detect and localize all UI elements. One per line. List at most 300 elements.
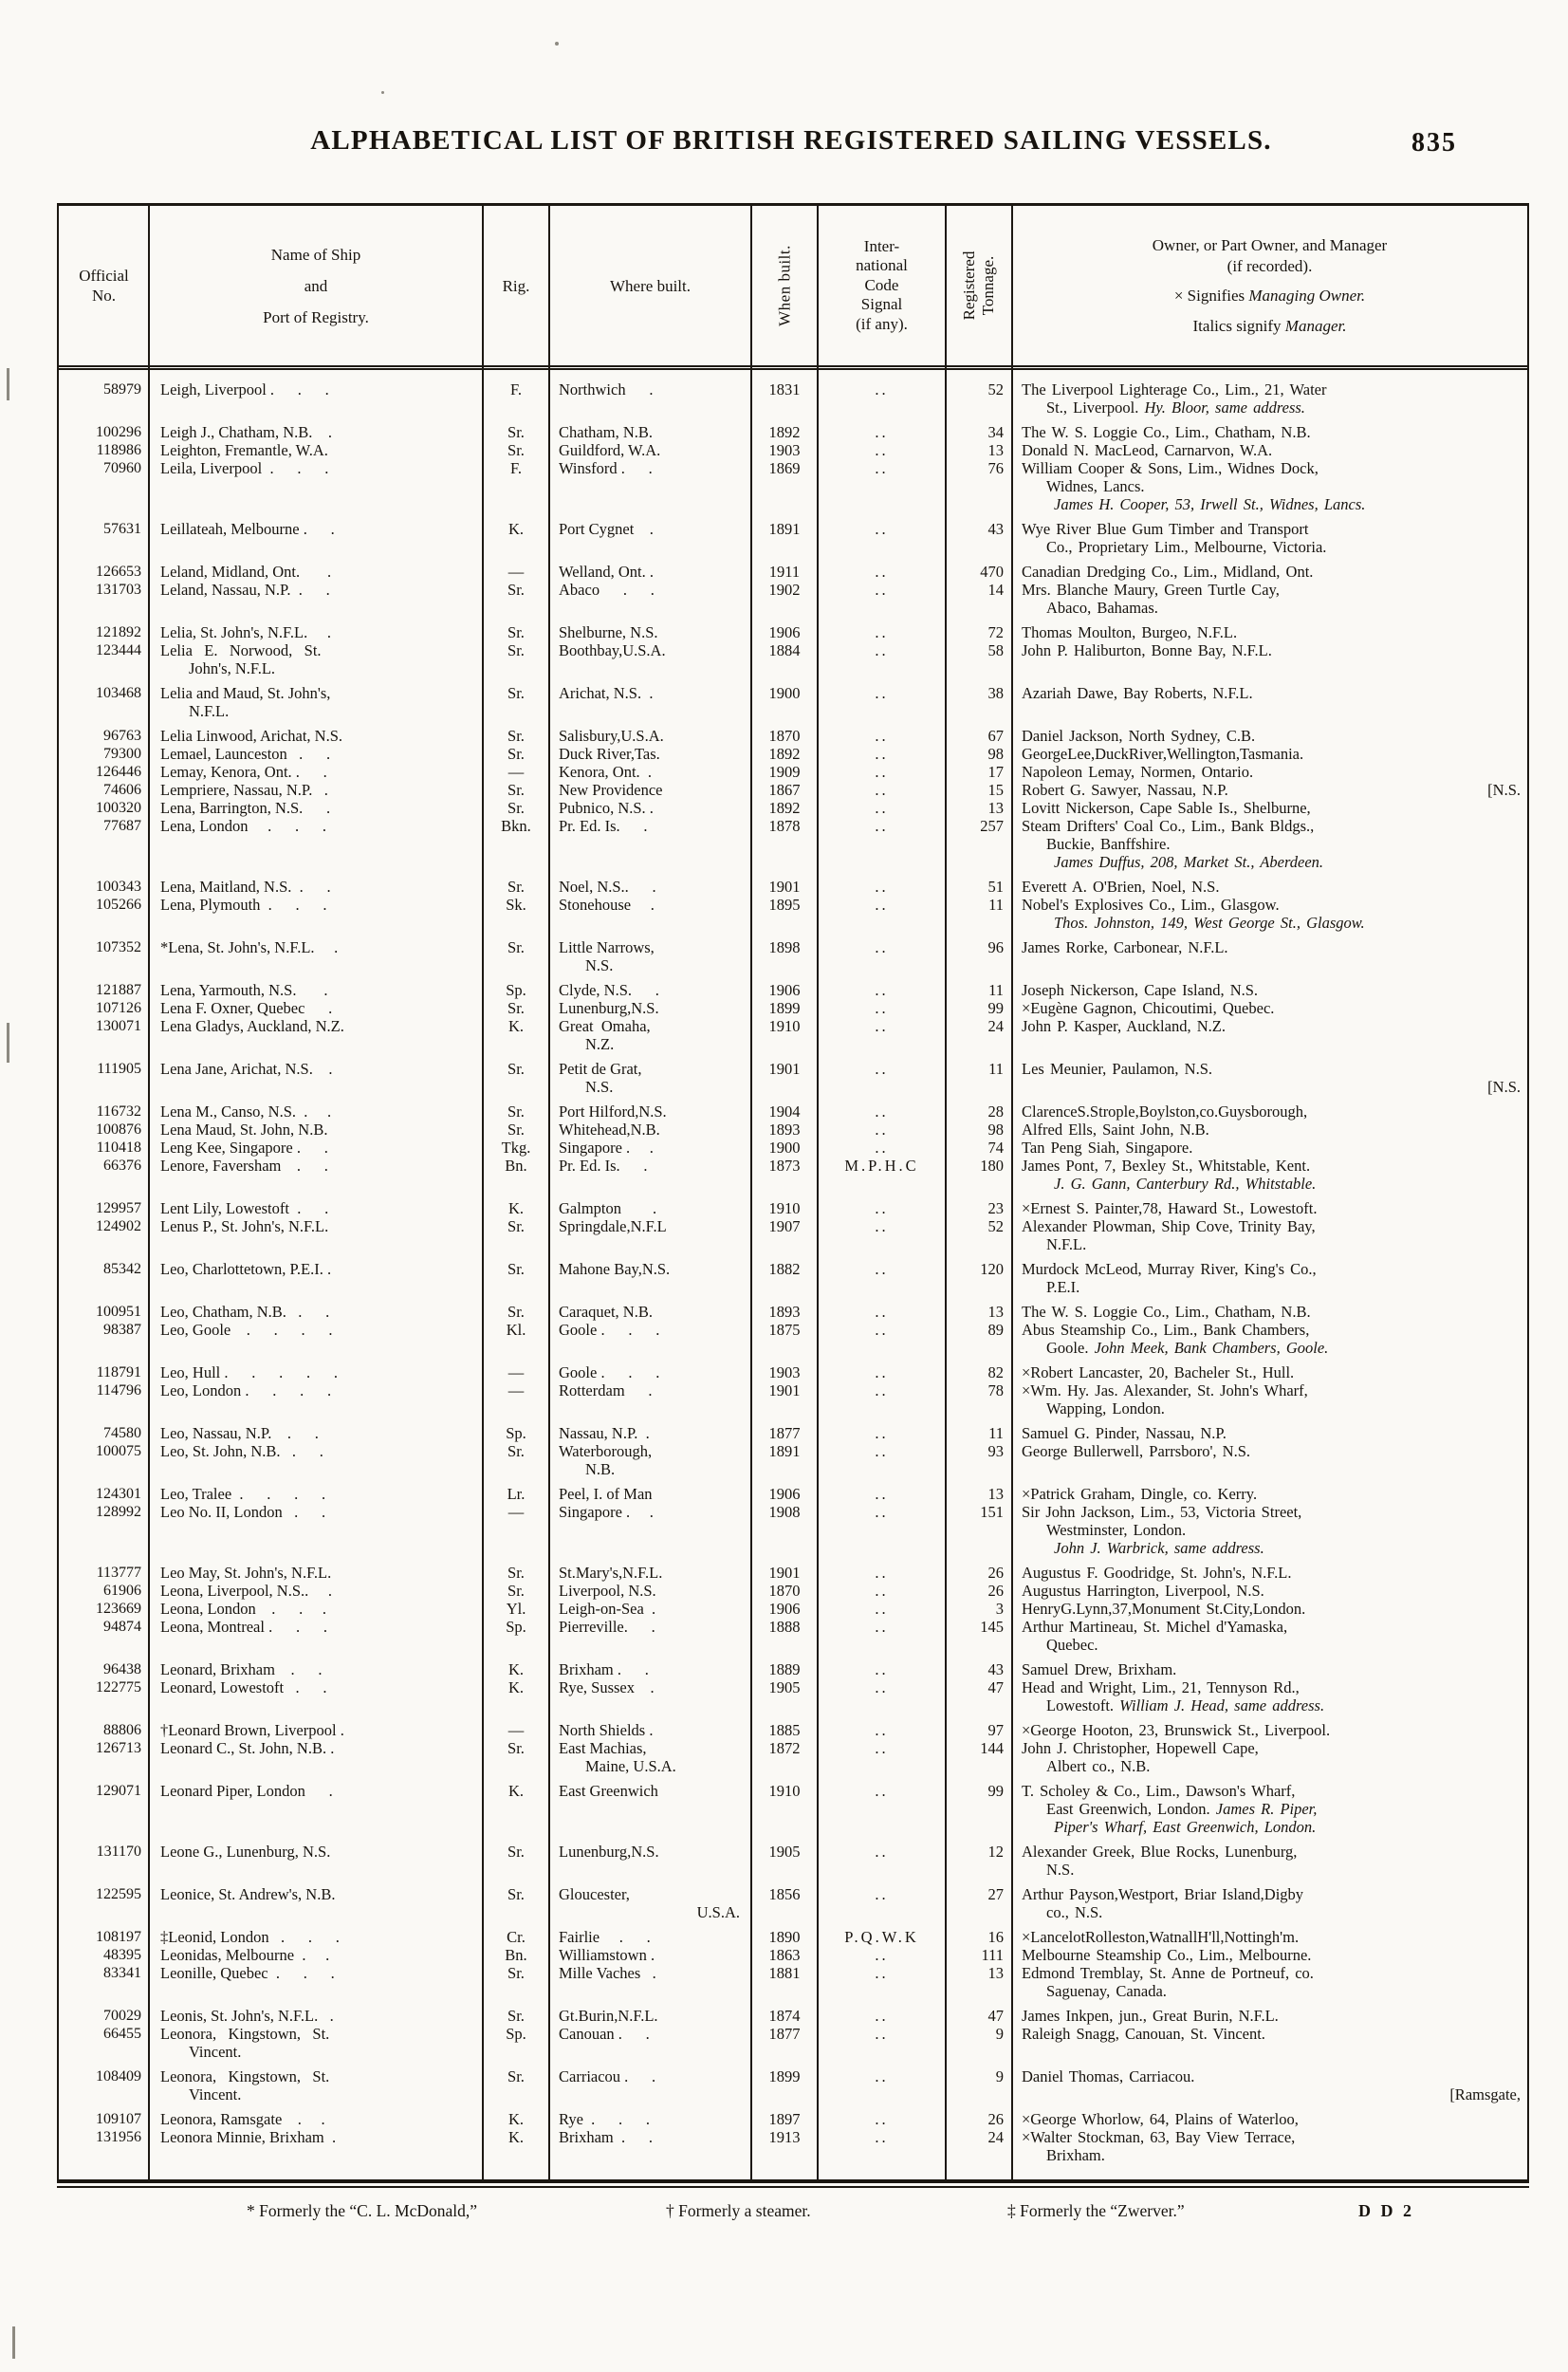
owner-line: [1022, 441, 1522, 459]
code-signal-cell: ..: [875, 1017, 889, 1035]
official-no-cell: 94874: [103, 1619, 141, 1635]
ship-name-cell: [149, 1946, 483, 1964]
rig-cell: Sp.: [506, 2025, 526, 2043]
code-signal-cell: ..: [875, 896, 889, 914]
where-built-cell: [549, 1199, 751, 1217]
ship-name-line: Lena, Yarmouth, N.S. .: [160, 981, 328, 999]
tonnage-cell: 470: [980, 563, 1004, 581]
owner-line: [1022, 1321, 1522, 1339]
header-signal-line: Signal: [860, 295, 903, 314]
table-row: [59, 1363, 1527, 1381]
header-official-no: [59, 206, 149, 365]
ship-name-cell: [149, 1721, 483, 1739]
owner-text: Wye River Blue Gum Timber and Transport: [1022, 520, 1309, 538]
code-signal-cell: ..: [875, 1885, 889, 1903]
owner-line: [1022, 1885, 1522, 1903]
year-built-cell: 1870: [768, 1582, 801, 1600]
owner-text: William Cooper & Sons, Lim., Widnes Dock,: [1022, 459, 1319, 477]
code-signal-cell: ..: [875, 1424, 889, 1442]
owner-line: [1022, 495, 1522, 513]
owner-line: [1022, 896, 1522, 914]
ship-name-line: Leighton, Fremantle, W.A.: [160, 441, 328, 459]
ship-name-cell: [149, 1303, 483, 1321]
where-built-line: Duck River,Tas.: [559, 745, 660, 763]
table-row: [59, 1843, 1527, 1879]
owner-line: [1022, 684, 1522, 702]
rig-cell: Sr.: [507, 938, 525, 956]
owner-cell: [1012, 781, 1527, 799]
rig-cell: Sr.: [507, 745, 525, 763]
owner-line: [1022, 2128, 1522, 2146]
year-built-cell: 1906: [768, 623, 801, 641]
owner-text: East Greenwich, London.: [1046, 1800, 1216, 1818]
year-built-cell: 1903: [768, 1363, 801, 1381]
code-signal-cell: ..: [875, 1381, 889, 1399]
tonnage-cell: 12: [987, 1843, 1004, 1861]
code-signal-cell: ..: [875, 1060, 889, 1078]
where-built-line: Great Omaha,: [559, 1017, 651, 1035]
where-built-line: Canouan . .: [559, 2025, 650, 2043]
table-row: [59, 1103, 1527, 1121]
owner-text: The W. S. Loggie Co., Lim., Chatham, N.B.: [1022, 1303, 1311, 1321]
ship-name-cell: [149, 1157, 483, 1175]
owner-text: ×George Hooton, 23, Brunswick St., Liverpool.: [1022, 1721, 1331, 1739]
year-built-cell: 1906: [768, 1485, 801, 1503]
where-built-line: Pr. Ed. Is. .: [559, 817, 648, 835]
tonnage-cell: 52: [987, 1217, 1004, 1235]
rig-cell: Kl.: [506, 1321, 526, 1339]
owner-line: [1022, 938, 1522, 956]
table-row: [59, 1946, 1527, 1964]
table-row: [59, 563, 1527, 581]
owner-line: [1022, 380, 1522, 398]
where-built-line: Springdale,N.F.L: [559, 1217, 667, 1235]
header-rig: [483, 206, 549, 365]
table-row: [59, 896, 1527, 932]
header-signal-line: Inter-: [863, 236, 900, 255]
owner-line: [1022, 459, 1522, 477]
owner-text: Goole.: [1046, 1339, 1095, 1357]
official-no-cell: 130071: [96, 1018, 141, 1034]
rig-cell: Sr.: [507, 1260, 525, 1278]
ship-name-line: Lemael, Launceston . .: [160, 745, 331, 763]
where-built-cell: [549, 981, 751, 999]
ship-name-cell: [149, 745, 483, 763]
owner-text: Raleigh Snagg, Canouan, St. Vincent.: [1022, 2025, 1265, 2043]
ship-name-cell: [149, 684, 483, 720]
official-no-cell: 77687: [103, 818, 141, 834]
where-built-line: Arichat, N.S. .: [559, 684, 654, 702]
ship-name-cell: [149, 563, 483, 581]
code-signal-cell: ..: [875, 1442, 889, 1460]
owner-text: Brixham.: [1046, 2146, 1105, 2164]
ship-name-cell: [149, 1321, 483, 1339]
header-name: [149, 206, 483, 365]
ship-name-cell: [149, 1782, 483, 1800]
official-no-cell: 96438: [103, 1661, 141, 1677]
where-built-cell: [549, 799, 751, 817]
table-row: [59, 1121, 1527, 1139]
owner-text: Albert co., N.B.: [1046, 1757, 1151, 1775]
where-built-line: Williamstown .: [559, 1946, 655, 1964]
page-title: ALPHABETICAL LIST OF BRITISH REGISTERED SAILING VESSELS.: [310, 125, 1272, 156]
owner-cell: [1012, 684, 1527, 702]
year-built-cell: 1882: [768, 1260, 801, 1278]
code-signal-cell: ..: [875, 1199, 889, 1217]
where-built-line: Northwich .: [559, 380, 654, 398]
manager-name-italic: Thos. Johnston, 149, West George St., Glasgow.: [1054, 914, 1365, 932]
tonnage-cell: 15: [987, 781, 1004, 799]
where-built-cell: [549, 1928, 751, 1946]
owner-text: Samuel Drew, Brixham.: [1022, 1660, 1177, 1678]
ship-name-line: Leillateah, Melbourne . .: [160, 520, 335, 538]
where-built-line: Mille Vaches .: [559, 1964, 656, 1982]
owner-line: [1022, 1521, 1522, 1539]
owner-line: [1022, 1928, 1522, 1946]
tonnage-cell: 16: [987, 1928, 1004, 1946]
owner-text: Edmond Tremblay, St. Anne de Portneuf, co.: [1022, 1964, 1314, 1982]
owner-line: [1022, 2085, 1522, 2103]
header-name-line: Port of Registry.: [263, 307, 369, 326]
table-row: [59, 2128, 1527, 2164]
ship-name-cell: [149, 1060, 483, 1078]
official-no-cell: 74580: [103, 1425, 141, 1441]
tonnage-cell: 47: [987, 1678, 1004, 1696]
table-row: [59, 1721, 1527, 1739]
owner-cell: [1012, 380, 1527, 417]
rig-cell: Sr.: [507, 1739, 525, 1757]
ship-name-cell: [149, 817, 483, 835]
ship-name-line: Lent Lily, Lowestoft . .: [160, 1199, 329, 1217]
owner-text: John P. Kasper, Auckland, N.Z.: [1022, 1017, 1226, 1035]
rig-cell: Sr.: [507, 1303, 525, 1321]
ship-name-line: N.F.L.: [189, 702, 230, 720]
table-row: [59, 2025, 1527, 2061]
where-built-line: North Shields .: [559, 1721, 654, 1739]
where-built-cell: [549, 423, 751, 441]
owner-line: [1022, 1903, 1522, 1921]
owner-text: Augustus F. Goodridge, St. John's, N.F.L.: [1022, 1564, 1292, 1582]
where-built-line: Abaco . .: [559, 581, 655, 599]
code-signal-cell: ..: [875, 817, 889, 835]
owner-line: [1022, 1260, 1522, 1278]
code-signal-cell: ..: [875, 727, 889, 745]
year-built-cell: 1910: [768, 1017, 801, 1035]
year-built-cell: 1891: [768, 1442, 801, 1460]
owner-text: co., N.S.: [1046, 1903, 1103, 1921]
tonnage-cell: 14: [987, 581, 1004, 599]
official-no-cell: 111905: [97, 1061, 141, 1077]
owner-line: [1022, 1278, 1522, 1296]
where-built-line: Goole . . .: [559, 1321, 660, 1339]
owner-text: Les Meunier, Paulamon, N.S.: [1022, 1060, 1213, 1078]
year-built-cell: 1897: [768, 2110, 801, 2128]
code-signal-cell: ..: [875, 2007, 889, 2025]
ship-name-line: Leigh J., Chatham, N.B. .: [160, 423, 333, 441]
owner-text: Buckie, Banffshire.: [1046, 835, 1171, 853]
owner-cell: [1012, 2025, 1527, 2043]
owner-cell: [1012, 1503, 1527, 1557]
owner-line: [1022, 1363, 1522, 1381]
ship-name-cell: [149, 1424, 483, 1442]
header-owner: [1012, 206, 1527, 365]
tonnage-cell: 58: [987, 641, 1004, 659]
scan-speck: [381, 91, 384, 94]
code-signal-cell: ..: [875, 1103, 889, 1121]
owner-line: [1022, 1485, 1522, 1503]
tonnage-cell: 43: [987, 520, 1004, 538]
owner-line: [1022, 423, 1522, 441]
official-no-cell: 48395: [103, 1947, 141, 1963]
official-no-cell: 100951: [96, 1304, 141, 1320]
official-no-cell: 100075: [96, 1443, 141, 1459]
table-row: [59, 1928, 1527, 1946]
official-no-cell: 124902: [96, 1218, 141, 1234]
owner-text: Alexander Greek, Blue Rocks, Lunenburg,: [1022, 1843, 1298, 1861]
owner-cell: [1012, 1424, 1527, 1442]
year-built-cell: 1875: [768, 1321, 801, 1339]
official-no-cell: 129957: [96, 1200, 141, 1216]
where-built-cell: [549, 763, 751, 781]
owner-cell: [1012, 938, 1527, 956]
owner-cell: [1012, 1381, 1527, 1418]
tonnage-cell: 82: [987, 1363, 1004, 1381]
scan-speck: [555, 42, 559, 46]
code-signal-cell: ..: [875, 1121, 889, 1139]
code-signal-cell: ..: [875, 623, 889, 641]
owner-text: James Pont, 7, Bexley St., Whitstable, Kent.: [1022, 1157, 1311, 1175]
where-built-cell: [549, 2025, 751, 2043]
owner-line: [1022, 477, 1522, 495]
owner-text: Daniel Thomas, Carriacou.: [1022, 2067, 1195, 2085]
owner-line: [1022, 1199, 1522, 1217]
where-built-line: Gt.Burin,N.F.L.: [559, 2007, 658, 2025]
ship-name-line: Lena Gladys, Auckland, N.Z.: [160, 1017, 344, 1035]
year-built-cell: 1870: [768, 727, 801, 745]
printer-signature: D D 2: [1358, 2201, 1414, 2220]
ship-name-line: Leo, Hull . . . . .: [160, 1363, 338, 1381]
scan-mark: [7, 1023, 9, 1063]
official-no-cell: 110418: [96, 1140, 141, 1156]
rig-cell: Sr.: [507, 999, 525, 1017]
year-built-cell: 1904: [768, 1103, 801, 1121]
ship-name-line: Lena F. Oxner, Quebec .: [160, 999, 333, 1017]
owner-line: [1022, 1964, 1522, 1982]
owner-text: Donald N. MacLeod, Carnarvon, W.A.: [1022, 441, 1273, 459]
owner-line: [1022, 1303, 1522, 1321]
header-tonnage: [946, 206, 1012, 365]
owner-line: [1022, 1782, 1522, 1800]
code-signal-cell: ..: [875, 441, 889, 459]
ship-name-line: Lenore, Faversham . .: [160, 1157, 328, 1175]
table-row: [59, 1618, 1527, 1654]
where-built-line: Lunenburg,N.S.: [559, 1843, 659, 1861]
where-built-cell: [549, 1139, 751, 1157]
ship-name-line: Leonis, St. John's, N.F.L. .: [160, 2007, 334, 2025]
where-built-cell: [549, 1618, 751, 1636]
owner-line: [1022, 1442, 1522, 1460]
owner-text: HenryG.Lynn,37,Monument St.City,London.: [1022, 1600, 1306, 1618]
table-row: [59, 441, 1527, 459]
year-built-cell: 1910: [768, 1782, 801, 1800]
where-built-line: Liverpool, N.S.: [559, 1582, 656, 1600]
where-built-cell: [549, 1678, 751, 1696]
ship-name-cell: [149, 1485, 483, 1503]
ship-name-line: Lena, London . . .: [160, 817, 327, 835]
code-signal-cell: ..: [875, 1843, 889, 1861]
official-no-cell: 57631: [103, 521, 141, 537]
owner-cell: [1012, 799, 1527, 817]
owner-text: Murdock McLeod, Murray River, King's Co.,: [1022, 1260, 1317, 1278]
table-row: [59, 1260, 1527, 1296]
owner-text: The W. S. Loggie Co., Lim., Chatham, N.B.: [1022, 423, 1311, 441]
where-built-cell: [549, 1964, 751, 1982]
rig-cell: Bkn.: [501, 817, 531, 835]
ship-name-line: Lempriere, Nassau, N.P. .: [160, 781, 328, 799]
owner-cell: [1012, 2007, 1527, 2025]
owner-text: Alexander Plowman, Ship Cove, Trinity Bay,: [1022, 1217, 1316, 1235]
where-built-line: Pierreville. .: [559, 1618, 655, 1636]
owner-text: ×Wm. Hy. Jas. Alexander, St. John's Wharf,: [1022, 1381, 1308, 1399]
ship-name-line: *Lena, St. John's, N.F.L. .: [160, 938, 339, 956]
manager-name-italic: William J. Head, same address.: [1119, 1696, 1325, 1714]
owner-line: [1022, 1696, 1522, 1714]
ship-name-line: Leo, London . . . .: [160, 1381, 332, 1399]
tonnage-cell: 99: [987, 1782, 1004, 1800]
ship-name-cell: [149, 1564, 483, 1582]
year-built-cell: 1863: [768, 1946, 801, 1964]
ship-name-line: Leonidas, Melbourne . .: [160, 1946, 330, 1964]
ship-name-cell: [149, 1600, 483, 1618]
ship-name-line: Leland, Midland, Ont. .: [160, 563, 332, 581]
rig-cell: K.: [507, 1199, 525, 1217]
owner-line: [1022, 1060, 1522, 1078]
rig-cell: K.: [507, 1017, 525, 1035]
column-rule: [148, 206, 150, 2179]
official-no-cell: 58979: [103, 381, 141, 398]
where-built-line: Pr. Ed. Is. .: [559, 1157, 648, 1175]
rig-cell: Sr.: [507, 441, 525, 459]
owner-text: Melbourne Steamship Co., Lim., Melbourne.: [1022, 1946, 1312, 1964]
where-built-cell: [549, 878, 751, 896]
where-built-line: Galmpton .: [559, 1199, 657, 1217]
owner-line: [1022, 1121, 1522, 1139]
code-signal-cell: ..: [875, 1782, 889, 1800]
table-row: [59, 999, 1527, 1017]
ship-name-cell: [149, 1260, 483, 1278]
where-built-cell: [549, 817, 751, 835]
code-signal-cell: ..: [875, 763, 889, 781]
owner-text: Samuel G. Pinder, Nassau, N.P.: [1022, 1424, 1227, 1442]
year-built-cell: 1909: [768, 763, 801, 781]
where-built-line: New Providence: [559, 781, 663, 799]
ship-name-cell: [149, 1217, 483, 1235]
ship-name-line: Leila, Liverpool . . .: [160, 459, 329, 477]
owner-cell: [1012, 441, 1527, 459]
tonnage-cell: 98: [987, 745, 1004, 763]
official-no-cell: 121892: [96, 624, 141, 640]
ship-name-line: Leo, Charlottetown, P.E.I. .: [160, 1260, 332, 1278]
owner-text: Augustus Harrington, Liverpool, N.S.: [1022, 1582, 1264, 1600]
where-built-line: Rotterdam .: [559, 1381, 653, 1399]
ship-name-cell: [149, 459, 483, 477]
owner-text: John J. Christopher, Hopewell Cape,: [1022, 1739, 1259, 1757]
rig-cell: Sr.: [507, 1060, 525, 1078]
tonnage-cell: 11: [988, 1424, 1004, 1442]
code-signal-cell: ..: [875, 459, 889, 477]
owner-line: [1022, 878, 1522, 896]
code-signal-cell: ..: [875, 1139, 889, 1157]
where-built-cell: [549, 1060, 751, 1096]
year-built-cell: 1898: [768, 938, 801, 956]
column-rule: [1011, 206, 1013, 2179]
tonnage-cell: 28: [987, 1103, 1004, 1121]
rig-cell: Sr.: [507, 1103, 525, 1121]
official-no-cell: 108409: [96, 2068, 141, 2085]
owner-legend-prefix: × Signifies: [1173, 287, 1249, 305]
header-signal-line: Code: [864, 275, 899, 294]
official-no-cell: 126713: [96, 1740, 141, 1756]
where-built-cell: [549, 1217, 751, 1235]
ship-name-cell: [149, 938, 483, 956]
ship-name-line: Leigh, Liverpool . . .: [160, 380, 329, 398]
owner-text: N.S.: [1046, 1861, 1075, 1879]
where-built-cell: [549, 999, 751, 1017]
owner-line: [1022, 1660, 1522, 1678]
year-built-cell: 1913: [768, 2128, 801, 2146]
ship-name-cell: [149, 423, 483, 441]
rig-cell: F.: [510, 459, 522, 477]
ship-name-cell: [149, 896, 483, 914]
scan-mark: [12, 2326, 15, 2359]
official-no-cell: 121887: [96, 982, 141, 998]
owner-text: Nobel's Explosives Co., Lim., Glasgow.: [1022, 896, 1280, 914]
rig-cell: K.: [507, 520, 525, 538]
tonnage-cell: 145: [980, 1618, 1004, 1636]
owner-cell: [1012, 1678, 1527, 1714]
owner-line: [1022, 1424, 1522, 1442]
ship-name-line: Leona, Liverpool, N.S.. .: [160, 1582, 333, 1600]
owner-text: Arthur Martineau, St. Michel d'Yamaska,: [1022, 1618, 1288, 1636]
where-built-cell: [549, 1363, 751, 1381]
owner-text: ×Eugène Gagnon, Chicoutimi, Quebec.: [1022, 999, 1275, 1017]
tonnage-cell: 43: [987, 1660, 1004, 1678]
owner-text: James Inkpen, jun., Great Burin, N.F.L.: [1022, 2007, 1279, 2025]
ship-name-cell: [149, 1739, 483, 1757]
where-built-line: Singapore . .: [559, 1139, 654, 1157]
where-built-cell: [549, 641, 751, 659]
owner-cell: [1012, 563, 1527, 581]
official-no-cell: 85342: [103, 1261, 141, 1277]
ship-name-cell: [149, 1381, 483, 1399]
where-built-cell: [549, 1782, 751, 1800]
code-signal-cell: ..: [875, 581, 889, 599]
where-built-cell: [549, 1843, 751, 1861]
tonnage-cell: 67: [987, 727, 1004, 745]
owner-text: ×Ernest S. Painter,78, Haward St., Lowestoft.: [1022, 1199, 1318, 1217]
column-rule: [945, 206, 947, 2179]
owner-line: [1022, 1503, 1522, 1521]
tonnage-cell: 26: [987, 1564, 1004, 1582]
tonnage-cell: 24: [987, 2128, 1004, 2146]
owner-cell: [1012, 1564, 1527, 1582]
rig-cell: Sr.: [507, 423, 525, 441]
header-code-signal: [818, 206, 946, 365]
year-built-cell: 1906: [768, 981, 801, 999]
official-no-cell: 122775: [96, 1679, 141, 1696]
owner-cell: [1012, 2067, 1527, 2103]
owner-line: [1022, 1175, 1522, 1193]
